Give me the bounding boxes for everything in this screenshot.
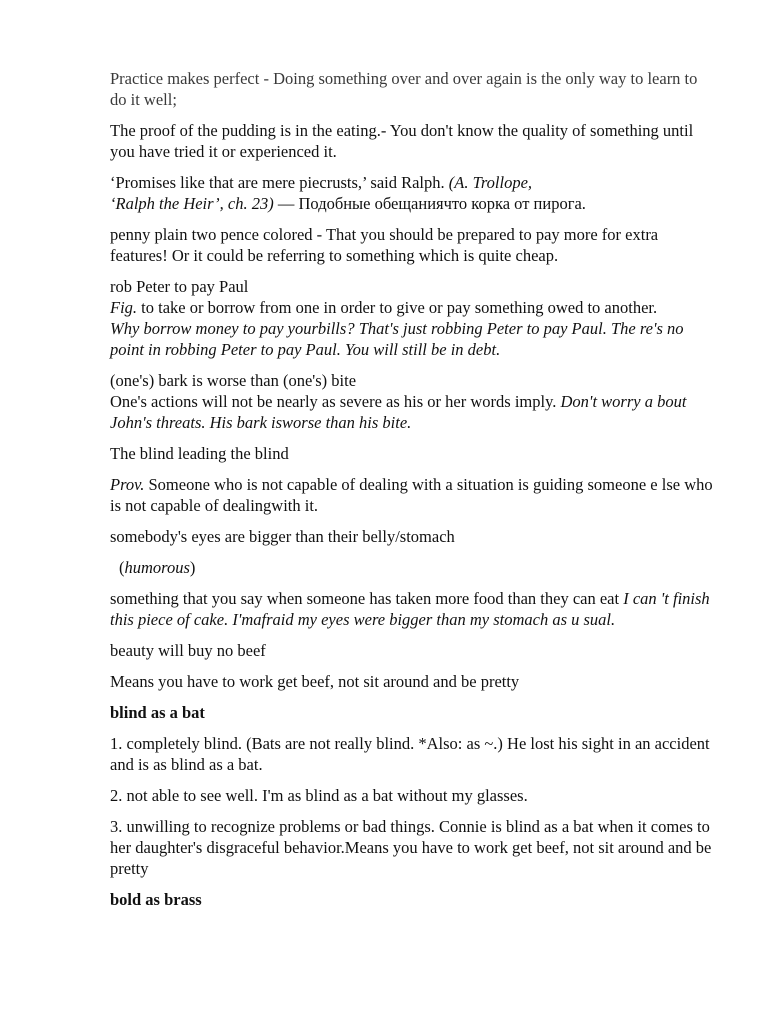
- quote-translation: — Подобные обещаниячто корка от пирога.: [273, 194, 586, 213]
- quote-source-line2: ‘Ralph the Heir’, ch. 23): [110, 194, 274, 213]
- quote-text: ‘Promises like that are mere piecrusts,’ said Ralph.: [110, 173, 449, 192]
- example: Don't worry a bout John's threats. His bark isworse than his bite.: [110, 392, 687, 432]
- example: Why borrow money to pay yourbills? That's just robbing Peter to pay Paul. The re's no point in robbing Peter to pay Paul. You will still be in debt.: [110, 319, 684, 359]
- definition: something that you say when someone has taken more food than they can eat: [110, 589, 624, 608]
- usage-label: Fig.: [110, 298, 138, 317]
- entry-blind-as-bat-headword: blind as a bat: [110, 703, 205, 722]
- entry-blind-as-bat-sense-2: 2. not able to see well. I'm as blind as a bat without my glasses.: [110, 786, 528, 805]
- entry-blind-leading-headword: The blind leading the blind: [110, 444, 289, 463]
- example: I can 't finish this piece of cake. I'mafraid my eyes were bigger than my stomach as u sual.: [110, 589, 710, 629]
- entry-promises-piecrusts: [110, 172, 718, 214]
- entry-practice-makes-perfect: Practice makes perfect - Doing something over and over again is the only way to learn to do it well;: [110, 69, 698, 109]
- entry-eyes-bigger-register: [110, 557, 718, 578]
- entry-proof-of-pudding: The proof of the pudding is in the eating.- You don't know the quality of something until you have tried it or experienced it.: [110, 121, 694, 161]
- register-open: (: [119, 558, 125, 577]
- definition: One's actions will not be nearly as severe as his or her words imply.: [110, 392, 561, 411]
- register-close: ): [189, 558, 196, 577]
- quote-source-line1: (A. Trollope,: [448, 173, 533, 192]
- entry-bold-as-brass-headword: bold as brass: [110, 890, 202, 909]
- entry-blind-leading-definition: [110, 474, 718, 516]
- entry-blind-as-bat-sense-3: 3. unwilling to recognize problems or bad things. Connie is blind as a bat when it comes to her daughter's disgraceful behavior.Means you have to work get beef, not sit around and be pretty: [110, 817, 712, 878]
- headword: (one's) bark is worse than (one's) bite: [110, 371, 357, 390]
- definition: Someone who is not capable of dealing with a situation is guiding someone e lse who is not capable of dealingwith it.: [110, 475, 713, 515]
- entry-eyes-bigger-headword: somebody's eyes are bigger than their belly/stomach: [110, 527, 455, 546]
- headword: rob Peter to pay Paul: [110, 277, 249, 296]
- definition: to take or borrow from one in order to give or pay something owed to another.: [137, 298, 658, 317]
- entry-bark-worse-than-bite: [110, 370, 718, 433]
- register-label: humorous: [124, 558, 190, 577]
- entry-beauty-definition: Means you have to work get beef, not sit around and be pretty: [110, 672, 520, 691]
- entry-beauty-headword: beauty will buy no beef: [110, 641, 266, 660]
- entry-blind-as-bat-sense-1: 1. completely blind. (Bats are not really blind. *Also: as ~.) He lost his sight in an accident and is as blind as a bat.: [110, 734, 710, 774]
- usage-label: Prov.: [110, 475, 145, 494]
- entry-eyes-bigger-definition: [110, 588, 718, 630]
- entry-rob-peter: [110, 276, 718, 360]
- entry-penny-plain: penny plain two pence colored - That you should be prepared to pay more for extra features! Or it could be referring to something which is quite cheap.: [110, 225, 659, 265]
